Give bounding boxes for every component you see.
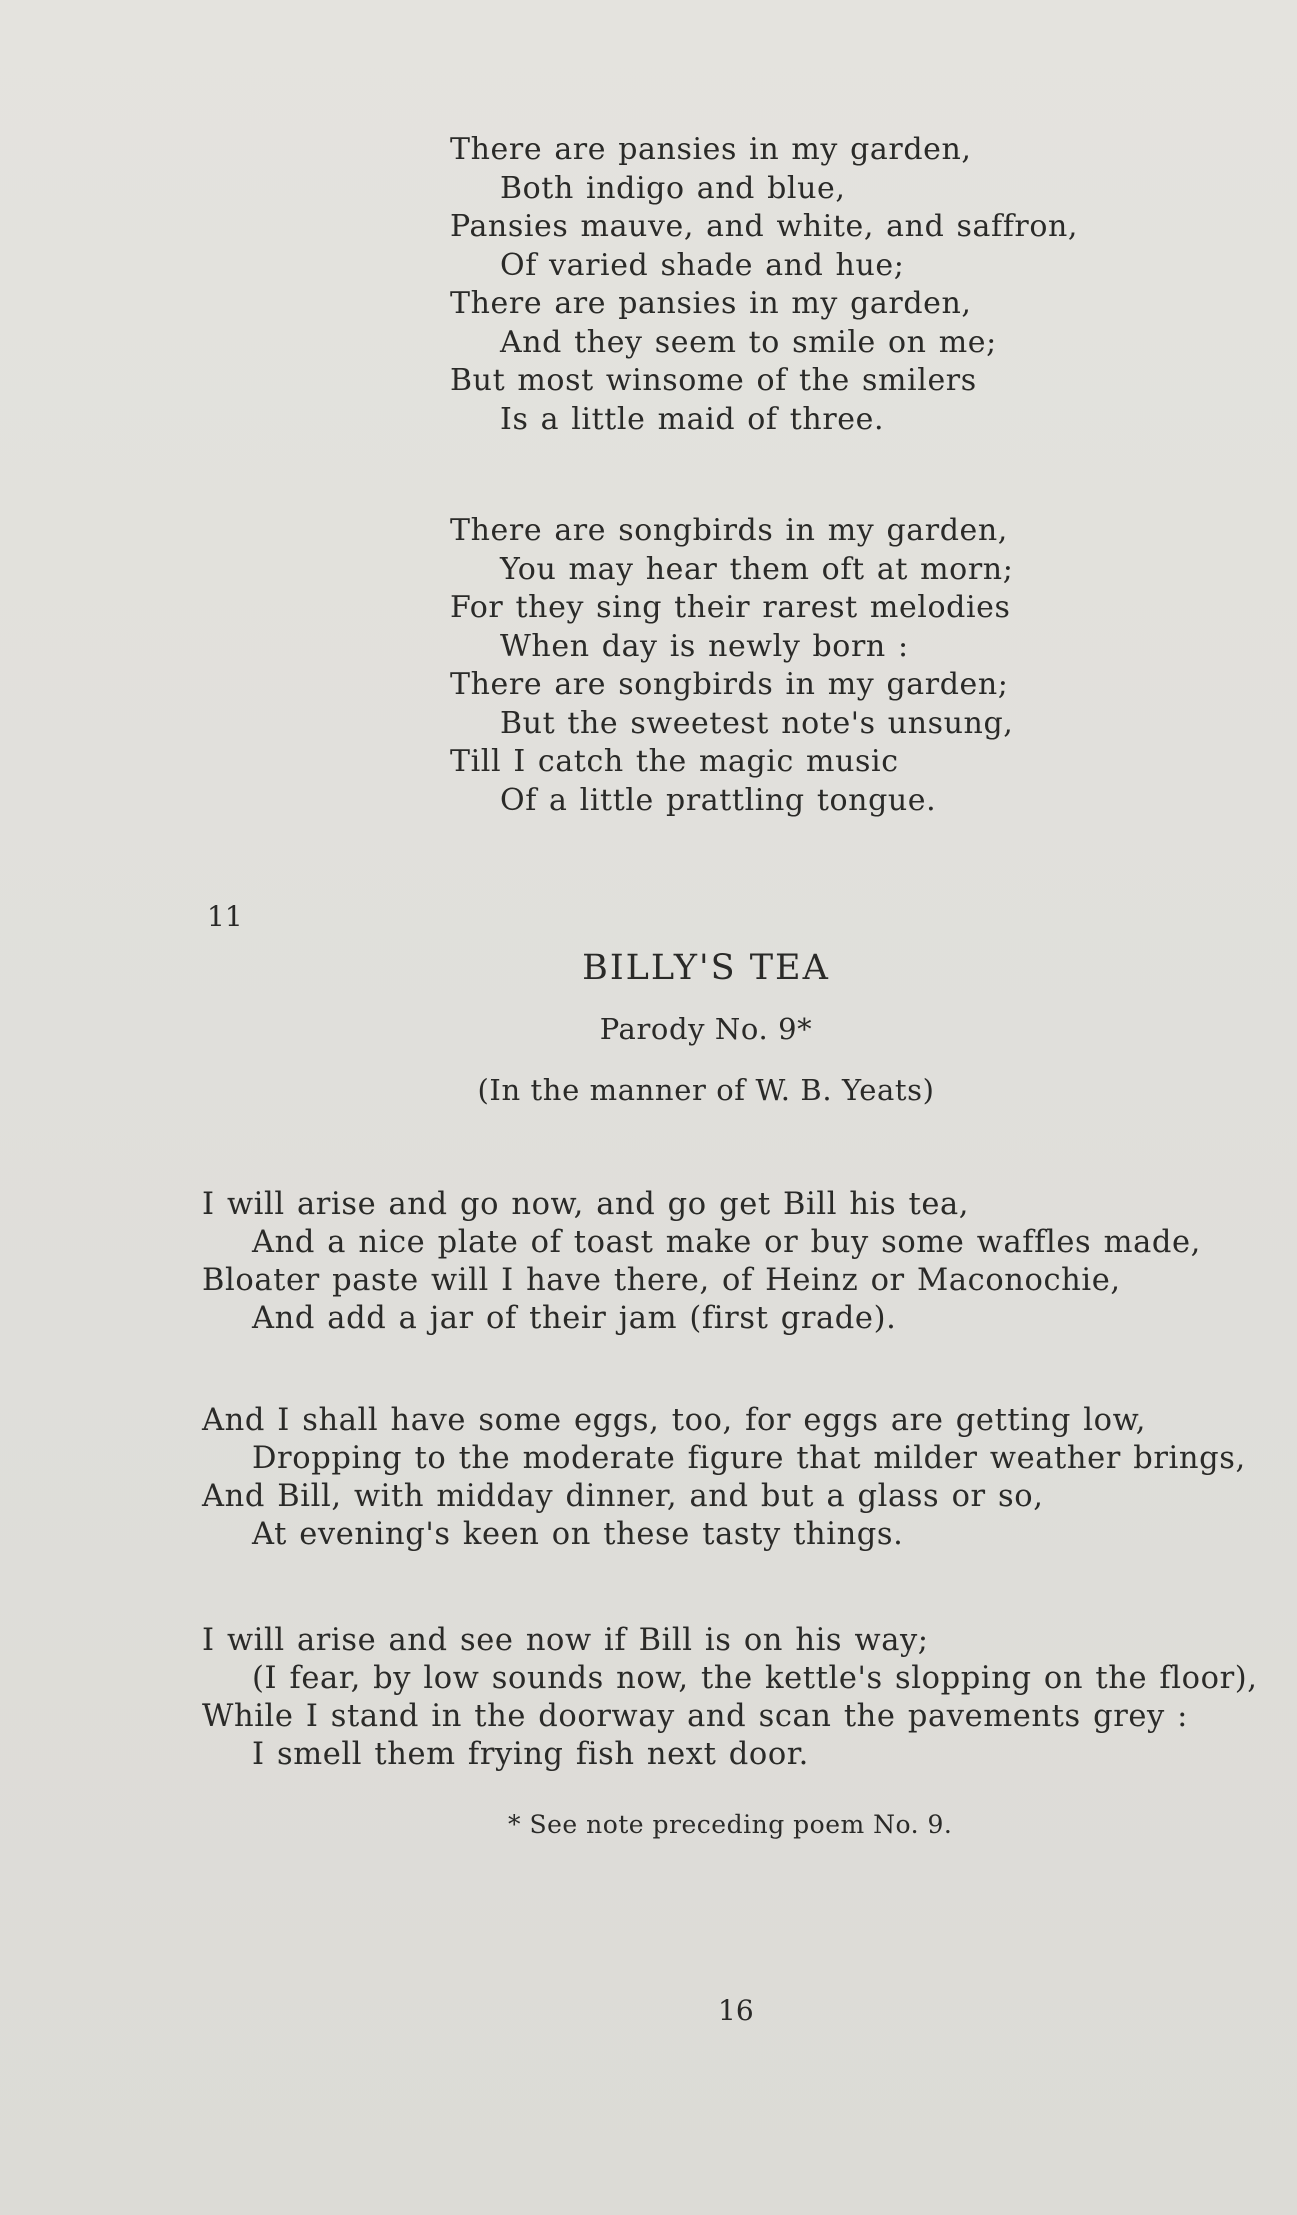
verse-line: There are songbirds in my garden; [450,667,1009,702]
verse-line: Bloater paste will I have there, of Heinz or Maconochie, [202,1263,1121,1298]
verse-line: And they seem to smile on me; [500,324,997,360]
verse-line: I will arise and see now if Bill is on his way; [202,1623,929,1658]
verse-line: I will arise and go now, and go get Bill his tea, [202,1187,970,1222]
verse-line: At evening's keen on these tasty things. [252,1517,904,1552]
verse-line: And add a jar of their jam (first grade). [252,1301,897,1336]
verse-line: But the sweetest note's unsung, [500,705,1014,741]
verse-line: And I shall have some eggs, too, for eggs are getting low, [202,1403,1146,1438]
poem-stanza-2 [202,1402,1246,1554]
poem-number: 11 [207,900,243,933]
verse-line: For they sing their rarest melodies [450,590,1011,625]
verse-line: Dropping to the moderate figure that milder weather brings, [252,1441,1246,1476]
verse-line: I smell them frying fish next door. [252,1737,809,1772]
verse-line: Of a little prattling tongue. [500,782,937,818]
verse-line: There are pansies in my garden, [450,286,972,321]
poem-title: BILLY'S TEA [582,948,830,988]
verse-line: But most winsome of the smilers [450,363,977,398]
verse-line: (I fear, by low sounds now, the kettle's slopping on the floor), [252,1661,1258,1696]
poem-stanza-3 [202,1622,1258,1774]
verse-line: There are pansies in my garden, [450,132,972,167]
verse-line: Of varied shade and hue; [500,247,905,283]
top-poem-stanza-2 [450,512,1013,820]
verse-line: Till I catch the magic music [450,744,899,779]
verse-line: Is a little maid of three. [500,401,885,437]
poem-subtitle: Parody No. 9* [599,1012,813,1046]
poem-manner-note: (In the manner of W. B. Yeats) [477,1073,935,1107]
verse-line: You may hear them oft at morn; [500,551,1014,587]
top-poem-stanza-1 [450,131,1078,439]
verse-line: When day is newly born : [500,628,909,664]
poem-stanza-1 [202,1186,1201,1338]
verse-line: And a nice plate of toast make or buy some waffles made, [252,1225,1201,1260]
verse-line: There are songbirds in my garden, [450,513,1008,548]
verse-line: While I stand in the doorway and scan the pavements grey : [202,1699,1189,1734]
footnote: * See note preceding poem No. 9. [508,1810,953,1839]
verse-line: And Bill, with midday dinner, and but a glass or so, [202,1479,1044,1514]
verse-line: Pansies mauve, and white, and saffron, [450,209,1079,244]
page-number: 16 [718,1994,754,2027]
verse-line: Both indigo and blue, [500,170,846,206]
